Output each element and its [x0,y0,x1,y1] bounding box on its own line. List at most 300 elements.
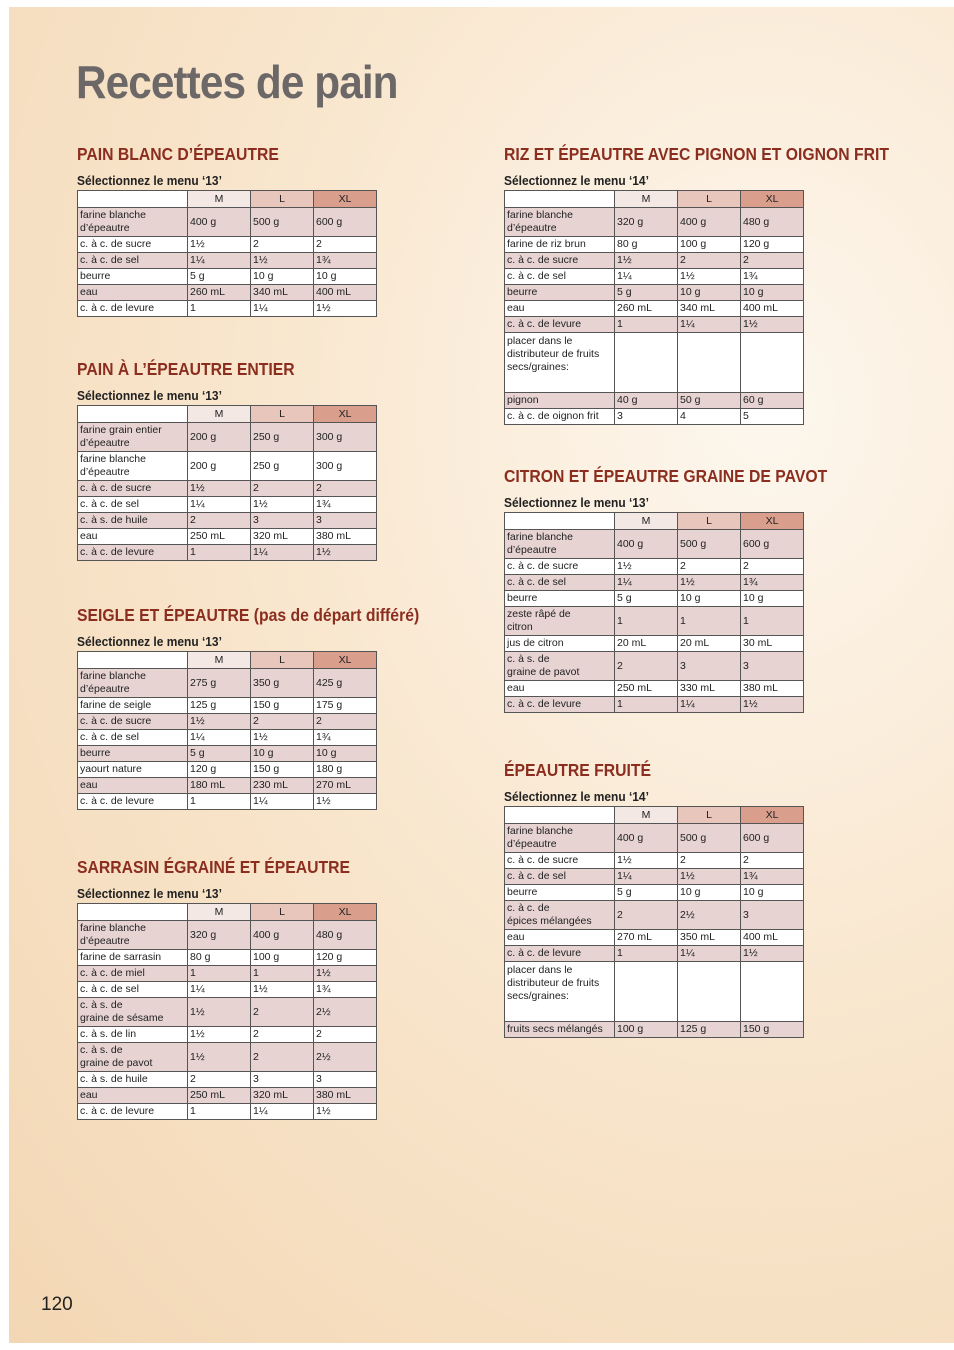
quantity-cell-l: 230 mL [251,778,314,794]
table-row [505,697,804,713]
quantity-cell-xl: 175 g [314,698,377,714]
recipe-riz-epeautre [504,144,890,425]
quantity-cell-xl: 2 [314,237,377,253]
ingredient-cell: c. à c. de sel [78,982,188,998]
ingredient-cell: c. à c. de levure [78,301,188,317]
size-header-l: L [678,191,741,208]
table-row [78,253,377,269]
ingredient-cell: c. à c. de oignon frit [505,409,615,425]
quantity-cell-l: 1½ [251,497,314,513]
recipe-epeautre-fruite [504,760,804,1038]
quantity-cell-m: 5 g [188,269,251,285]
ingredient-cell: eau [78,285,188,301]
size-header-row [78,191,377,208]
quantity-cell-l: 10 g [678,885,741,901]
quantity-cell-l: 2 [678,253,741,269]
menu-instruction: Sélectionnez le menu ‘13’ [77,634,222,649]
ingredient-cell: beurre [505,591,615,607]
ingredient-cell: jus de citron [505,636,615,652]
quantity-cell-l: 150 g [251,698,314,714]
recipe-title-text: ÉPEAUTRE FRUITÉ [504,760,652,780]
quantity-cell-l: 1¼ [251,545,314,561]
table-row [505,575,804,591]
quantity-cell-l: 2 [678,559,741,575]
ingredient-cell: c. à s. de huile [78,513,188,529]
table-row [505,1022,804,1038]
quantity-cell-xl: 5 [741,409,804,425]
table-row [78,730,377,746]
table-row [505,253,804,269]
ingredient-cell: eau [78,778,188,794]
table-row [78,481,377,497]
ingredient-cell: beurre [505,285,615,301]
size-header-m: M [188,904,251,921]
quantity-cell-m: 1½ [188,714,251,730]
quantity-cell-l: 500 g [251,208,314,237]
size-header-xl: XL [314,406,377,423]
quantity-cell-xl: 1½ [314,1104,377,1120]
quantity-cell-l: 320 mL [251,529,314,545]
table-row [505,946,804,962]
quantity-cell-m: 1 [615,946,678,962]
quantity-cell-xl: 120 g [741,237,804,253]
quantity-cell-xl: 1½ [314,966,377,982]
table-row [78,966,377,982]
table-row [505,885,804,901]
ingredient-cell: placer dans le distributeur de fruits secs/graines: [505,333,615,393]
quantity-cell-l: 2½ [678,901,741,930]
quantity-cell-m: 1½ [188,1043,251,1072]
menu-instruction: Sélectionnez le menu ‘13’ [77,173,222,188]
recipe-table [77,903,377,1120]
quantity-cell-xl: 1¾ [741,575,804,591]
quantity-cell-xl: 1¾ [314,982,377,998]
table-row [78,301,377,317]
ingredient-cell: c. à c. de sucre [505,253,615,269]
ingredient-cell: c. à s. de graine de pavot [505,652,615,681]
table-row [505,208,804,237]
quantity-cell-l: 3 [678,652,741,681]
table-row [78,921,377,950]
size-header-m: M [188,191,251,208]
table-row [505,393,804,409]
quantity-cell-l: 20 mL [678,636,741,652]
ingredient-cell: eau [505,930,615,946]
table-row [78,794,377,810]
quantity-cell-l: 1¼ [251,301,314,317]
ingredient-cell: eau [78,529,188,545]
recipe-title [77,144,347,164]
quantity-cell-m: 1 [615,697,678,713]
recipe-title [504,466,828,486]
quantity-cell-l: 330 mL [678,681,741,697]
quantity-cell-m: 1¼ [615,869,678,885]
quantity-cell-m: 1 [188,966,251,982]
size-header-l: L [678,807,741,824]
size-header-m: M [615,513,678,530]
menu-instruction: Sélectionnez le menu ‘13’ [504,495,649,510]
size-header-row [78,652,377,669]
table-row [78,1027,377,1043]
table-row [78,423,377,452]
table-row [505,409,804,425]
size-header-xl: XL [314,652,377,669]
table-row [78,1104,377,1120]
ingredient-cell: c. à c. de sel [78,253,188,269]
header-blank-cell [505,513,615,530]
menu-instruction: Sélectionnez le menu ‘14’ [504,789,649,804]
table-row [78,1072,377,1088]
quantity-cell-l: 1 [678,607,741,636]
quantity-cell-xl: 3 [741,652,804,681]
quantity-cell-m: 200 g [188,423,251,452]
ingredient-cell: c. à s. de huile [78,1072,188,1088]
table-row [78,452,377,481]
table-row [505,607,804,636]
ingredient-cell: c. à c. de sel [505,869,615,885]
quantity-cell-xl: 300 g [314,423,377,452]
quantity-cell-l: 1½ [678,869,741,885]
table-row [505,869,804,885]
page-title: Recettes de pain [76,56,398,108]
quantity-cell-m: 1½ [188,481,251,497]
table-row [78,285,377,301]
quantity-cell-xl: 10 g [314,269,377,285]
quantity-cell-m: 1½ [615,853,678,869]
quantity-cell-xl: 60 g [741,393,804,409]
quantity-cell-m: 1¼ [188,730,251,746]
quantity-cell-xl: 2 [741,559,804,575]
quantity-cell-xl: 600 g [314,208,377,237]
header-blank-cell [78,904,188,921]
size-header-l: L [251,406,314,423]
table-row [78,714,377,730]
ingredient-cell: c. à c. de levure [78,794,188,810]
table-row [505,962,804,1022]
quantity-cell-m: 20 mL [615,636,678,652]
quantity-cell-l: 2 [678,853,741,869]
ingredient-cell: c. à c. de sucre [505,559,615,575]
recipe-title-text: SEIGLE ET ÉPEAUTRE [77,605,250,625]
ingredient-cell: c. à c. de sel [505,269,615,285]
table-row [78,269,377,285]
table-row [505,930,804,946]
quantity-cell-xl: 600 g [741,530,804,559]
quantity-cell-l: 3 [251,513,314,529]
quantity-cell-xl: 150 g [741,1022,804,1038]
size-header-xl: XL [314,191,377,208]
ingredient-cell: c. à c. de épices mélangées [505,901,615,930]
quantity-cell-xl: 2 [314,1027,377,1043]
ingredient-cell: c. à c. de sel [78,497,188,513]
quantity-cell-m: 40 g [615,393,678,409]
quantity-cell-xl: 1¾ [314,730,377,746]
menu-instruction: Sélectionnez le menu ‘14’ [504,173,649,188]
table-row [505,333,804,393]
ingredient-cell: c. à c. de sucre [78,481,188,497]
header-blank-cell [505,191,615,208]
ingredient-cell: c. à c. de sucre [78,714,188,730]
ingredient-cell: c. à s. de lin [78,1027,188,1043]
ingredient-cell: placer dans le distributeur de fruits secs/graines: [505,962,615,1022]
ingredient-cell: c. à c. de sucre [505,853,615,869]
quantity-cell-xl: 1½ [741,697,804,713]
recipe-seigle-epeautre [77,605,420,810]
quantity-cell-xl: 1½ [741,946,804,962]
quantity-cell-xl: 1½ [741,317,804,333]
header-blank-cell [78,406,188,423]
quantity-cell-l: 500 g [678,530,741,559]
quantity-cell-l: 320 mL [251,1088,314,1104]
quantity-cell-m: 250 mL [188,1088,251,1104]
quantity-cell-xl: 10 g [741,591,804,607]
ingredient-cell: farine blanche d’épeautre [505,208,615,237]
quantity-cell-m: 400 g [188,208,251,237]
table-row [78,669,377,698]
quantity-cell-l: 100 g [251,950,314,966]
quantity-cell-xl: 10 g [741,885,804,901]
quantity-cell-xl: 1½ [314,545,377,561]
ingredient-cell: eau [78,1088,188,1104]
quantity-cell-xl: 380 mL [741,681,804,697]
recipe-table [504,190,804,425]
table-row [505,269,804,285]
ingredient-cell: fruits secs mélangés [505,1022,615,1038]
quantity-cell-l: 10 g [251,746,314,762]
quantity-cell-m: 1 [188,301,251,317]
ingredient-cell: farine de sarrasin [78,950,188,966]
quantity-cell-l: 340 mL [251,285,314,301]
recipe-table [504,512,804,713]
table-row [78,1043,377,1072]
quantity-cell-xl: 600 g [741,824,804,853]
quantity-cell-xl: 380 mL [314,529,377,545]
quantity-cell-m: 1 [615,607,678,636]
quantity-cell-m: 80 g [188,950,251,966]
page-number: 120 [41,1294,73,1315]
recipe-title-text: SARRASIN ÉGRAINÉ ET ÉPEAUTRE [77,857,351,877]
quantity-cell-m: 1½ [188,237,251,253]
quantity-cell-l: 1¼ [678,317,741,333]
recipe-title-text: CITRON ET ÉPEAUTRE GRAINE DE PAVOT [504,466,828,486]
quantity-cell-xl: 270 mL [314,778,377,794]
quantity-cell-l: 2 [251,237,314,253]
size-header-l: L [251,652,314,669]
size-header-xl: XL [314,904,377,921]
table-row [505,559,804,575]
quantity-cell-xl: 2½ [314,998,377,1027]
size-header-row [78,904,377,921]
quantity-cell-l: 10 g [678,591,741,607]
quantity-cell-xl: 1½ [314,794,377,810]
table-row [505,317,804,333]
quantity-cell-l: 1 [251,966,314,982]
quantity-cell-xl: 400 mL [741,301,804,317]
table-row [505,652,804,681]
quantity-cell-l: 250 g [251,423,314,452]
table-row [505,285,804,301]
quantity-cell-m: 2 [188,1072,251,1088]
table-row [78,762,377,778]
recipe-title [77,605,420,625]
size-header-l: L [678,513,741,530]
quantity-cell-m: 1¼ [615,269,678,285]
quantity-cell-l: 2 [251,998,314,1027]
quantity-cell-xl: 10 g [314,746,377,762]
ingredient-cell: c. à s. de graine de pavot [78,1043,188,1072]
recipe-table [77,190,377,317]
quantity-cell-xl: 30 mL [741,636,804,652]
ingredient-cell: c. à c. de levure [505,697,615,713]
size-header-row [78,406,377,423]
quantity-cell-l: 350 mL [678,930,741,946]
quantity-cell-l [678,962,741,1022]
quantity-cell-l: 350 g [251,669,314,698]
recipe-title [77,857,351,877]
recipe-table [77,651,377,810]
quantity-cell-l: 50 g [678,393,741,409]
ingredient-cell: c. à s. de graine de sésame [78,998,188,1027]
size-header-m: M [188,652,251,669]
quantity-cell-m: 260 mL [615,301,678,317]
quantity-cell-l: 500 g [678,824,741,853]
quantity-cell-xl: 2½ [314,1043,377,1072]
quantity-cell-xl: 400 mL [314,285,377,301]
recipe-title-text: PAIN À L’ÉPEAUTRE ENTIER [77,359,295,379]
quantity-cell-l: 1½ [251,982,314,998]
quantity-cell-m [615,962,678,1022]
quantity-cell-l: 1¼ [678,697,741,713]
recipe-title [504,760,774,780]
ingredient-cell: farine blanche d’épeautre [505,824,615,853]
ingredient-cell: beurre [78,746,188,762]
quantity-cell-l: 2 [251,481,314,497]
ingredient-cell: yaourt nature [78,762,188,778]
quantity-cell-m: 400 g [615,824,678,853]
size-header-xl: XL [741,513,804,530]
ingredient-cell: c. à c. de levure [78,545,188,561]
table-row [78,497,377,513]
table-row [78,1088,377,1104]
ingredient-cell: farine grain entier d’épeautre [78,423,188,452]
header-blank-cell [505,807,615,824]
recipe-citron-epeautre [504,466,828,713]
menu-instruction: Sélectionnez le menu ‘13’ [77,886,222,901]
table-row [78,698,377,714]
recipe-pain-blanc [77,144,377,317]
quantity-cell-xl: 3 [314,513,377,529]
table-row [505,237,804,253]
quantity-cell-xl: 480 g [741,208,804,237]
table-row [505,636,804,652]
page [9,7,954,1343]
recipe-epeautre-entier [77,359,377,561]
quantity-cell-m: 320 g [615,208,678,237]
quantity-cell-xl: 380 mL [314,1088,377,1104]
size-header-m: M [615,191,678,208]
table-row [505,681,804,697]
quantity-cell-m: 260 mL [188,285,251,301]
ingredient-cell: beurre [78,269,188,285]
quantity-cell-l [678,333,741,393]
quantity-cell-l: 2 [251,1043,314,1072]
table-row [78,950,377,966]
size-header-row [505,191,804,208]
quantity-cell-m: 5 g [188,746,251,762]
quantity-cell-l: 1½ [251,253,314,269]
ingredient-cell: c. à c. de sel [505,575,615,591]
recipe-title-text: PAIN BLANC D’ÉPEAUTRE [77,144,279,164]
quantity-cell-m: 250 mL [188,529,251,545]
quantity-cell-m: 1 [188,794,251,810]
ingredient-cell: farine blanche d’épeautre [505,530,615,559]
quantity-cell-l: 10 g [251,269,314,285]
ingredient-cell: farine de riz brun [505,237,615,253]
size-header-xl: XL [741,807,804,824]
quantity-cell-xl: 1¾ [741,269,804,285]
ingredient-cell: c. à c. de levure [505,317,615,333]
ingredient-cell: eau [505,681,615,697]
quantity-cell-m: 5 g [615,885,678,901]
quantity-cell-m: 1¼ [188,497,251,513]
ingredient-cell: eau [505,301,615,317]
ingredient-cell: farine blanche d’épeautre [78,921,188,950]
quantity-cell-m: 1 [188,545,251,561]
quantity-cell-l: 150 g [251,762,314,778]
quantity-cell-xl: 2 [741,853,804,869]
table-row [78,513,377,529]
quantity-cell-xl: 1¾ [314,253,377,269]
quantity-cell-xl: 400 mL [741,930,804,946]
quantity-cell-m: 1¼ [615,575,678,591]
quantity-cell-xl [741,962,804,1022]
quantity-cell-m: 270 mL [615,930,678,946]
quantity-cell-l: 1¼ [251,794,314,810]
quantity-cell-xl: 1¾ [314,497,377,513]
quantity-cell-xl: 2 [741,253,804,269]
recipe-title [77,359,347,379]
ingredient-cell: c. à c. de levure [78,1104,188,1120]
table-row [78,998,377,1027]
table-row [78,529,377,545]
quantity-cell-m: 1¼ [188,982,251,998]
quantity-cell-m: 1½ [615,253,678,269]
ingredient-cell: zeste râpé de citron [505,607,615,636]
quantity-cell-xl: 10 g [741,285,804,301]
quantity-cell-l: 1½ [678,575,741,591]
table-row [505,824,804,853]
quantity-cell-xl: 300 g [314,452,377,481]
quantity-cell-m: 2 [188,513,251,529]
size-header-m: M [615,807,678,824]
quantity-cell-xl: 1½ [314,301,377,317]
table-row [505,901,804,930]
quantity-cell-m: 1 [188,1104,251,1120]
quantity-cell-l: 400 g [678,208,741,237]
ingredient-cell: farine blanche d’épeautre [78,669,188,698]
table-row [78,982,377,998]
header-blank-cell [78,652,188,669]
quantity-cell-l: 250 g [251,452,314,481]
table-row [78,778,377,794]
quantity-cell-m: 1½ [188,1027,251,1043]
quantity-cell-xl: 2 [314,481,377,497]
quantity-cell-l: 340 mL [678,301,741,317]
quantity-cell-xl: 3 [314,1072,377,1088]
quantity-cell-m: 250 mL [615,681,678,697]
quantity-cell-m: 180 mL [188,778,251,794]
quantity-cell-l: 100 g [678,237,741,253]
